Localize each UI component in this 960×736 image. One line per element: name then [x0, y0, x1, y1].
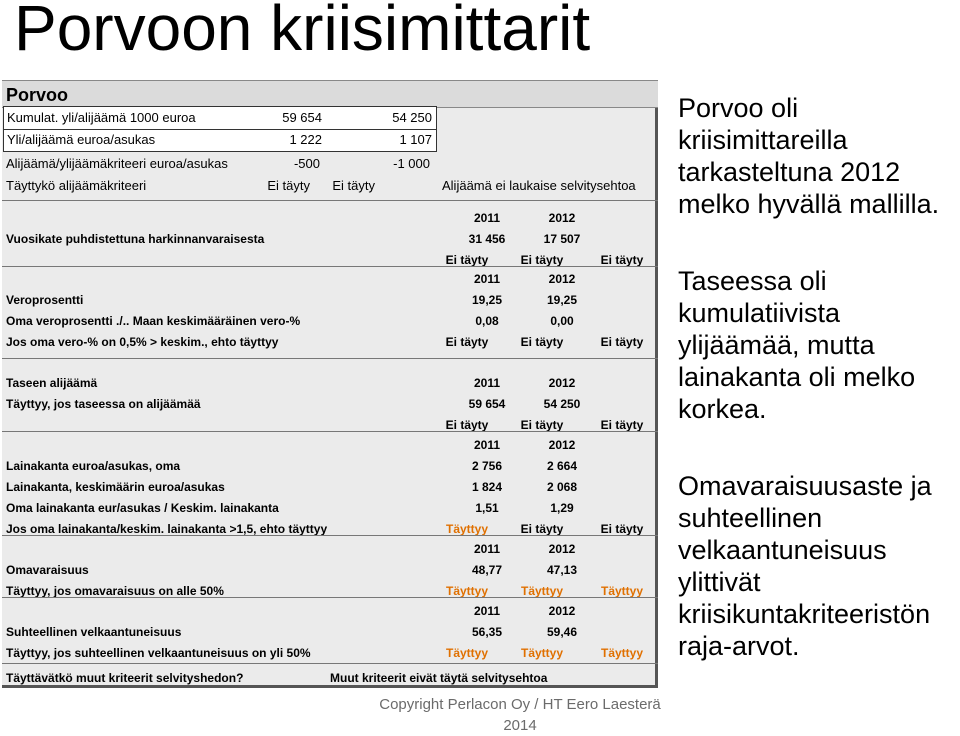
- kumulat-box: [3, 106, 437, 152]
- lainakanta-status-2: Ei täyty: [520, 522, 564, 536]
- lainakanta-status-3: Ei täyty: [600, 522, 644, 536]
- vuosikate-2011: 31 456: [468, 232, 506, 246]
- vero-status-2: Ei täyty: [520, 335, 564, 349]
- omavaraisuus-status-2: Täyttyy: [520, 584, 564, 598]
- divider: [2, 266, 658, 267]
- lainakanta-ehto-label: Jos oma lainakanta/keskim. lainakanta >1,5, ehto täyttyy: [6, 522, 328, 536]
- year-2011: 2011: [473, 376, 501, 390]
- omavaraisuus-ehto-label: Täyttyy, jos omavaraisuus on alle 50%: [6, 584, 224, 598]
- ylialijaama-label: Yli/alijäämä euroa/asukas: [7, 132, 156, 147]
- divider: [2, 663, 658, 664]
- kumulat-2011: 59 654: [282, 110, 322, 125]
- table-header: [2, 80, 658, 108]
- velkaantuneisuus-2011: 56,35: [471, 625, 503, 639]
- lainakanta-suhde-label: Oma lainakanta eur/asukas / Keskim. lainakanta: [6, 501, 279, 515]
- vuosikate-status-2: Ei täyty: [520, 253, 564, 267]
- ylialijaama-2012: 1 107: [399, 132, 432, 147]
- taseen-2011: 59 654: [468, 397, 506, 411]
- divider: [2, 200, 658, 201]
- veroprosentti-2012: 19,25: [546, 293, 578, 307]
- taseen-ehto-label: Täyttyy, jos taseessa on alijäämää: [6, 397, 201, 411]
- page-title: Porvoon kriisimittarit: [14, 0, 591, 64]
- vuosikate-status-1: Ei täyty: [445, 253, 489, 267]
- year-2011: 2011: [473, 604, 501, 618]
- kriisimittarit-table: [2, 80, 658, 688]
- vuosikate-2012: 17 507: [543, 232, 581, 246]
- velkaantuneisuus-status-3: Täyttyy: [600, 646, 644, 660]
- divider: [2, 597, 658, 598]
- tayttyyko-2012: Ei täyty: [332, 178, 375, 193]
- side-line: tarkasteltuna 2012: [678, 157, 901, 187]
- omavaraisuus-status-3: Täyttyy: [600, 584, 644, 598]
- year-2012: 2012: [548, 438, 576, 452]
- side-line: lainakanta oli melko: [678, 362, 916, 392]
- kriteeri-2012: -1 000: [393, 156, 430, 171]
- divider: [2, 358, 658, 359]
- side-line: Taseessa oli: [678, 266, 827, 296]
- taseen-status-1: Ei täyty: [445, 418, 489, 432]
- side-line: ylittivät: [678, 567, 761, 597]
- lainakanta-oma-label: Lainakanta euroa/asukas, oma: [6, 459, 181, 473]
- lainakanta-status-1: Täyttyy: [445, 522, 489, 536]
- velkaantuneisuus-status-2: Täyttyy: [520, 646, 564, 660]
- side-line: suhteellinen: [678, 503, 823, 533]
- veroprosentti-label: Veroprosentti: [6, 293, 84, 307]
- tayttyyko-note: Alijäämä ei laukaise selvitysehtoa: [442, 178, 636, 193]
- footer-question: Täyttävätkö muut kriteerit selvityshedon?: [6, 671, 244, 685]
- year-2011: 2011: [473, 542, 501, 556]
- vero-status-1: Ei täyty: [445, 335, 489, 349]
- lainakanta-oma-2012: 2 664: [546, 459, 578, 473]
- kumulat-2012: 54 250: [392, 110, 432, 125]
- year-2012: 2012: [548, 211, 576, 225]
- side-line: kriisimittareilla: [678, 125, 848, 155]
- year-2011: 2011: [473, 438, 501, 452]
- lainakanta-keskim-2012: 2 068: [546, 480, 578, 494]
- side-paragraph-3: [678, 470, 932, 662]
- omavaraisuus-label: Omavaraisuus: [6, 563, 89, 577]
- oma-veroprosentti-2012: 0,00: [550, 314, 574, 328]
- divider: [2, 431, 658, 432]
- vero-status-3: Ei täyty: [600, 335, 644, 349]
- divider: [4, 129, 436, 130]
- side-line: ylijäämää, mutta: [678, 330, 875, 360]
- side-line: kumulatiivista: [678, 298, 841, 328]
- velkaantuneisuus-label: Suhteellinen velkaantuneisuus: [6, 625, 182, 639]
- omavaraisuus-status-1: Täyttyy: [445, 584, 489, 598]
- veroprosentti-2011: 19,25: [471, 293, 503, 307]
- taseen-alijaama-label: Taseen alijäämä: [6, 376, 98, 390]
- year-2012: 2012: [548, 542, 576, 556]
- lainakanta-keskim-2011: 1 824: [471, 480, 503, 494]
- velkaantuneisuus-status-1: Täyttyy: [445, 646, 489, 660]
- ylialijaama-2011: 1 222: [289, 132, 322, 147]
- year-2011: 2011: [473, 211, 501, 225]
- tayttyyko-2011: Ei täyty: [267, 178, 310, 193]
- side-line: raja-arvot.: [678, 631, 800, 661]
- side-line: kriisikuntakriteeristön: [678, 599, 931, 629]
- side-line: melko hyvällä mallilla.: [678, 189, 940, 219]
- velkaantuneisuus-ehto-label: Täyttyy, jos suhteellinen velkaantuneisuus on yli 50%: [6, 646, 311, 660]
- vuosikate-status-3: Ei täyty: [600, 253, 644, 267]
- velkaantuneisuus-2012: 59,46: [546, 625, 578, 639]
- oma-veroprosentti-label: Oma veroprosentti ./.. Maan keskimääräinen vero-%: [6, 314, 301, 328]
- lainakanta-suhde-2012: 1,29: [550, 501, 574, 515]
- lainakanta-oma-2011: 2 756: [471, 459, 503, 473]
- year-2011: 2011: [473, 272, 501, 286]
- lainakanta-keskim-label: Lainakanta, keskimäärin euroa/asukas: [6, 480, 225, 494]
- kriteeri-label: Alijäämä/ylijäämäkriteeri euroa/asukas: [6, 156, 228, 171]
- vuosikate-label: Vuosikate puhdistettuna harkinnanvaraisesta: [6, 232, 265, 246]
- divider: [2, 535, 658, 536]
- municipality-name: Porvoo: [6, 85, 69, 105]
- copyright: [370, 694, 670, 736]
- vero-ehto-label: Jos oma vero-% on 0,5% > keskim., ehto täyttyy: [6, 335, 279, 349]
- year-2012: 2012: [548, 272, 576, 286]
- taseen-2012: 54 250: [543, 397, 581, 411]
- year-2012: 2012: [548, 604, 576, 618]
- taseen-status-2: Ei täyty: [520, 418, 564, 432]
- side-line: Porvoo oli: [678, 93, 799, 123]
- kumulat-label: Kumulat. yli/alijäämä 1000 euroa: [7, 110, 196, 125]
- side-line: velkaantuneisuus: [678, 535, 887, 565]
- side-paragraph-1: [678, 92, 939, 220]
- side-line: korkea.: [678, 394, 767, 424]
- lainakanta-suhde-2011: 1,51: [475, 501, 499, 515]
- copyright-line: Copyright Perlacon Oy / HT Eero Laesterä: [379, 696, 661, 713]
- year-2012: 2012: [548, 376, 576, 390]
- side-line: Omavaraisuusaste ja: [678, 471, 932, 501]
- oma-veroprosentti-2011: 0,08: [475, 314, 499, 328]
- footer-note: Muut kriteerit eivät täytä selvitysehtoa: [330, 671, 548, 685]
- omavaraisuus-2012: 47,13: [546, 563, 578, 577]
- kriteeri-2011: -500: [293, 156, 320, 171]
- copyright-year: 2014: [503, 717, 537, 734]
- side-paragraph-2: [678, 265, 915, 425]
- tayttyyko-label: Täyttykö alijäämäkriteeri: [6, 178, 147, 193]
- taseen-status-3: Ei täyty: [600, 418, 644, 432]
- omavaraisuus-2011: 48,77: [471, 563, 503, 577]
